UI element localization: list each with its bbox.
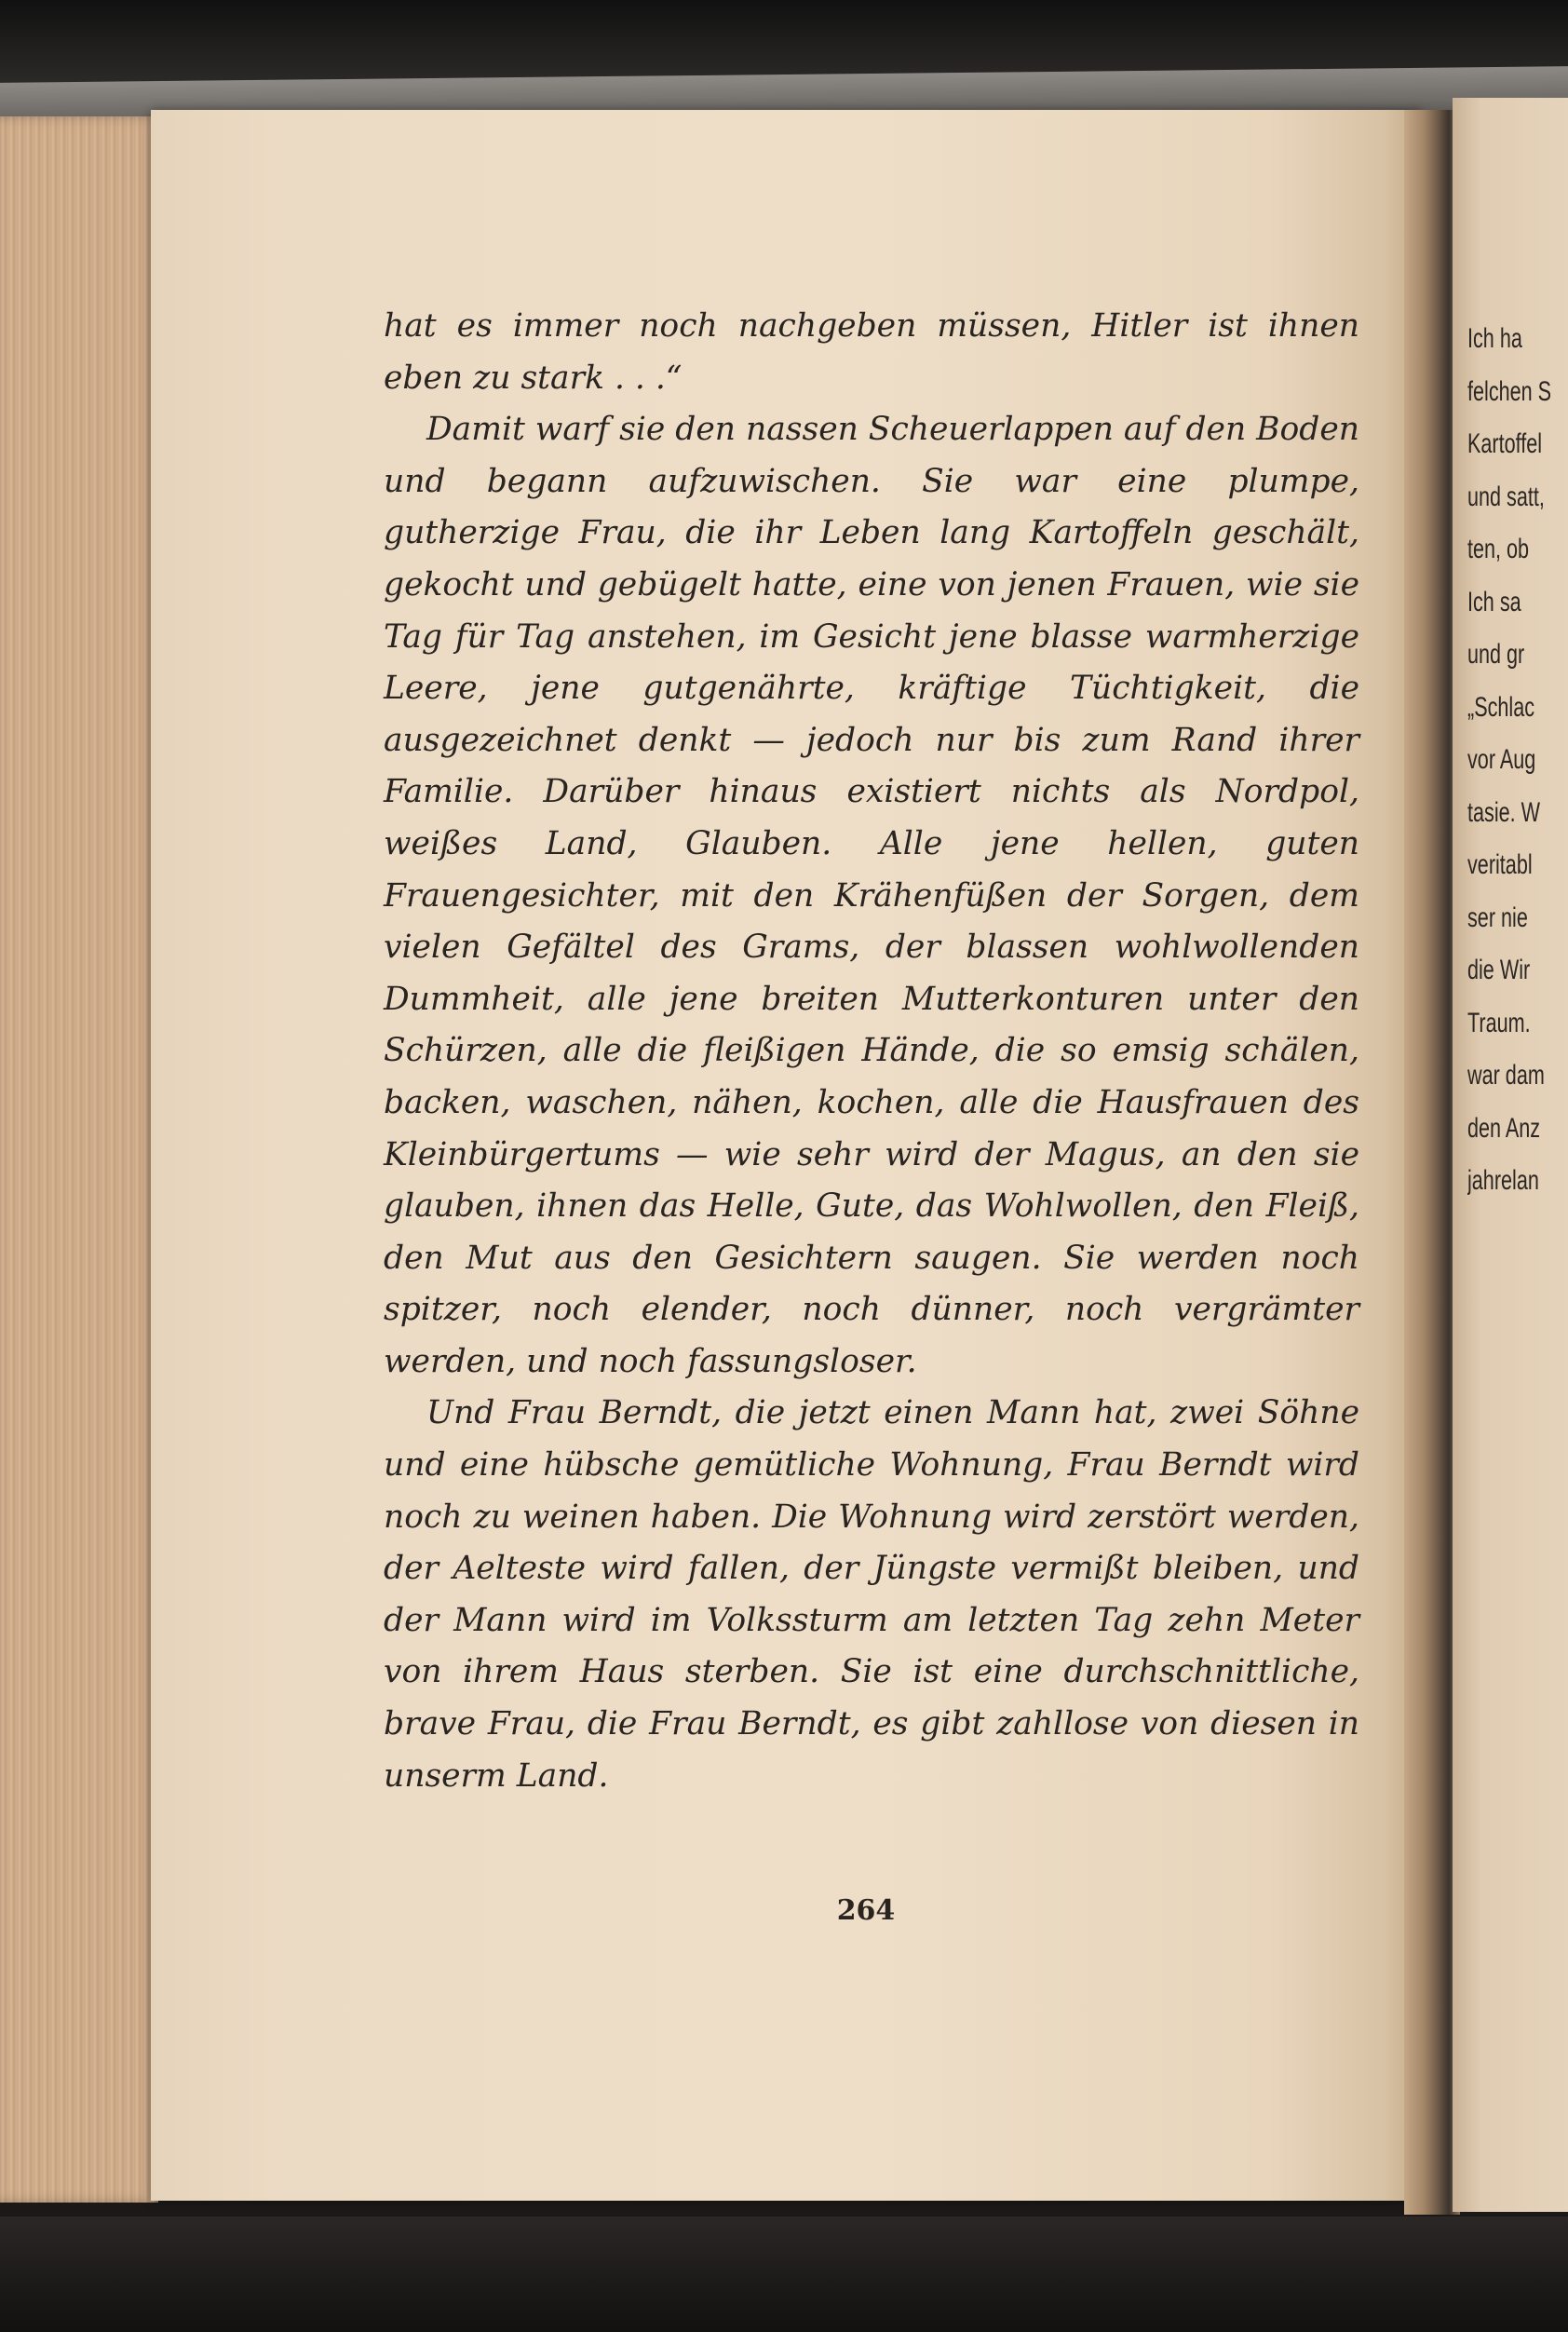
right-page-line: jahrelan <box>1467 1165 1539 1196</box>
right-page-line: die Wir <box>1467 955 1531 985</box>
right-page-line: und gr <box>1467 639 1525 670</box>
right-page-line: felchen S <box>1467 375 1552 407</box>
page-number: 264 <box>836 1894 896 1927</box>
page-stack-edge <box>0 116 158 2203</box>
right-page-line: war dam <box>1467 1060 1545 1091</box>
right-page-line: ser nie <box>1467 902 1528 933</box>
right-page-line: ten, ob <box>1467 534 1530 564</box>
background-bottom <box>0 2217 1568 2332</box>
book-gutter <box>1404 110 1460 2215</box>
right-page-line: und satt, <box>1467 481 1545 512</box>
right-page-line: Ich ha <box>1467 323 1522 354</box>
right-page-line: tasie. W <box>1467 796 1541 828</box>
paragraph: Damit warf sie den nassen Scheuerlappen auf den Boden und begann aufzuwischen. Sie war eine plumpe, gutherzige Frau, die ihr Leben lang Kartoffeln geschält, gekocht und gebügelt hatte, eine von jenen Frauen, wie sie Tag für Tag anstehen, im Gesicht jene blasse warmherzige Leere, jene gutgenährte, kräftige Tüchtigkeit, die ausgezeichnet denkt — jedoch nur bis zum Rand ihrer Familie. Darüber hinaus existiert nichts als Nordpol, weißes Land, Glauben. Alle jene hellen, guten Frauengesichter, mit den Krähenfüßen der Sorgen, dem vielen Gefältel des Grams, der blassen wohlwollenden Dummheit, alle jene breiten Mutterkonturen unter den Schürzen, alle die fleißigen Hände, die so emsig schälen, backen, waschen, nähen, kochen, alle die Hausfrauen des Kleinbürgertums — wie sehr wird der Magus, an den sie glauben, ihnen das Helle, Gute, das Wohlwollen, den Fleiß, den Mut aus den Gesichtern saugen. Sie werden noch spitzer, noch elender, noch dünner, noch vergrämter werden, und noch fassungsloser. <box>384 411 1359 1380</box>
right-page-line: vor Aug <box>1467 744 1536 775</box>
paragraph: Und Frau Berndt, die jetzt einen Mann hat, zwei Söhne und eine hübsche gemütliche Wohnung, Frau Berndt wird noch zu weinen haben. Die Wohnung wird zerstört werden, der Aelteste wird fallen, der Jüngste vermißt bleiben, und der Mann wird im Volkssturm am letzten Tag zehn Meter von ihrem Haus sterben. Sie ist eine durchschnittliche, brave Frau, die Frau Berndt, es gibt zahllose von diesen in unserm Land. <box>384 1394 1359 1795</box>
page-text <box>384 301 1359 1802</box>
paragraph: hat es immer noch nachgeben müssen, Hitler ist ihnen eben zu stark . . .“ <box>384 307 1359 397</box>
right-page-line: Traum. <box>1467 1007 1531 1038</box>
right-page-line: Kartoffel <box>1467 428 1543 459</box>
right-page-line: veritabl <box>1467 849 1533 880</box>
right-page-line: den Anz <box>1467 1112 1541 1144</box>
right-page-line: Ich sa <box>1467 586 1521 617</box>
right-page-line: „Schlac <box>1467 691 1535 723</box>
right-page-text <box>1467 313 1568 1208</box>
